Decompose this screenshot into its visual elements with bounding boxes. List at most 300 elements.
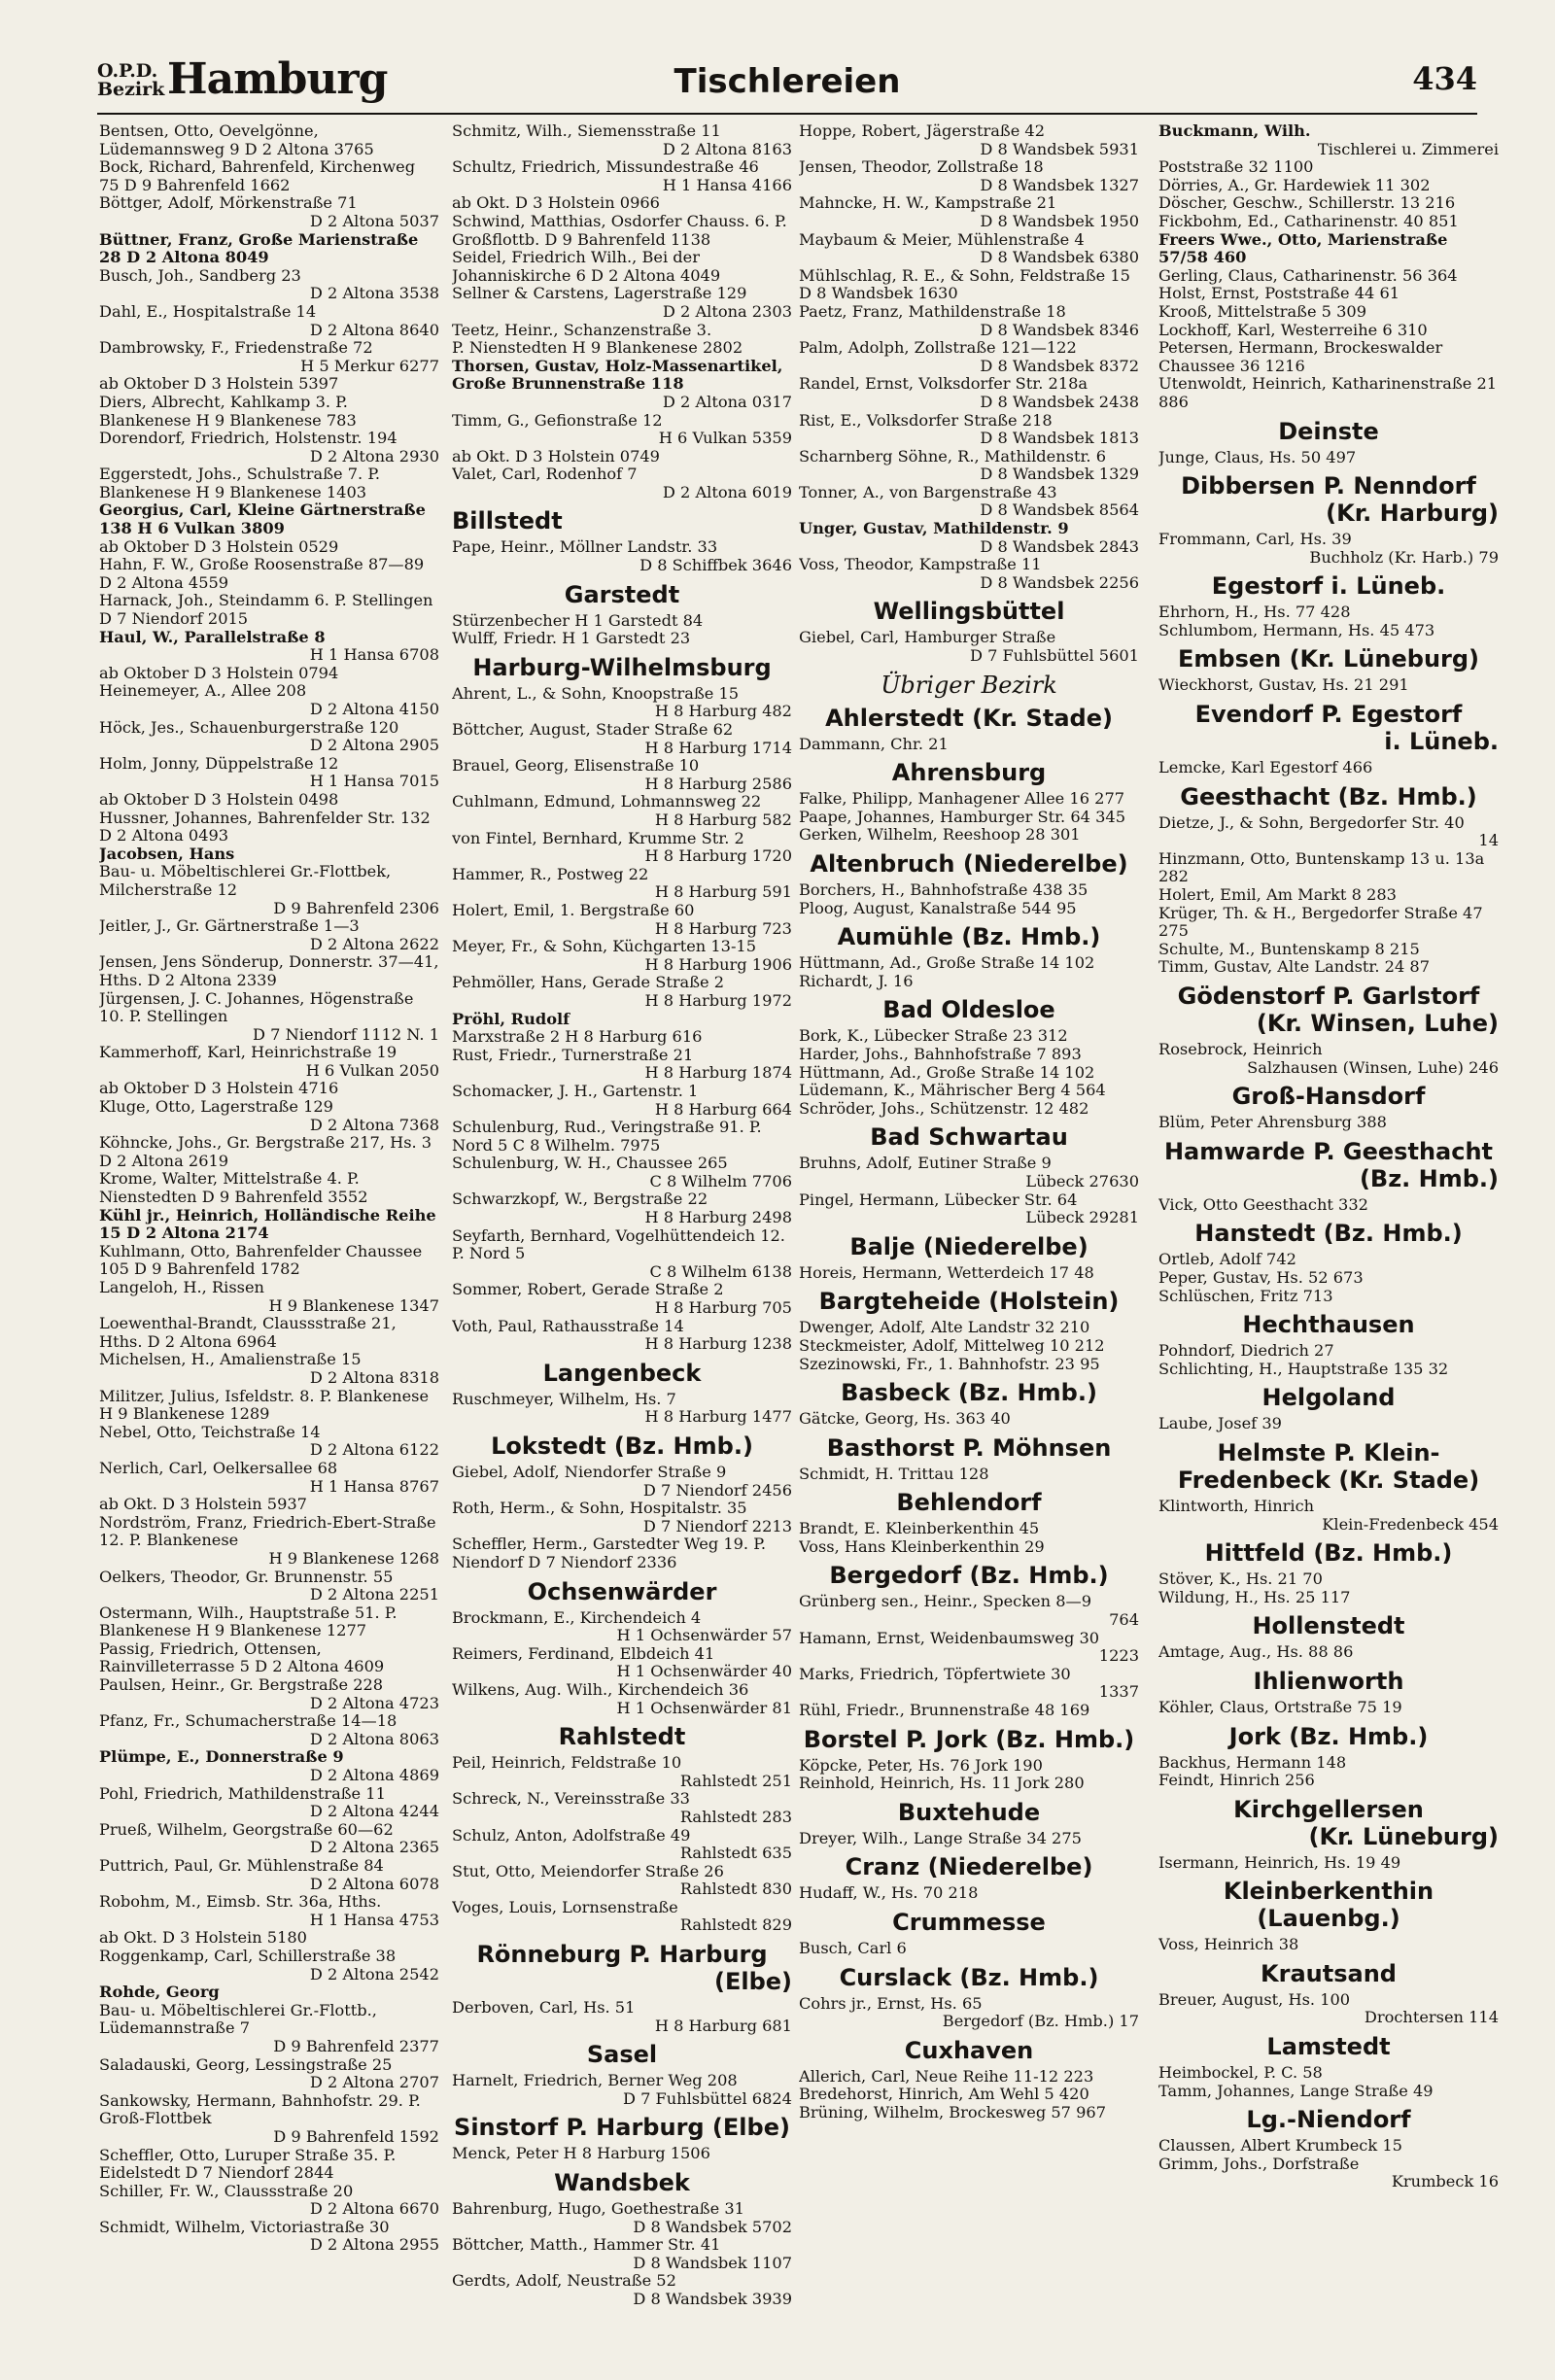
directory-entry: Schlüschen, Fritz 713 <box>1158 1286 1333 1305</box>
directory-entry: Gerdts, Adolf, Neustraße 52 <box>452 2271 676 2291</box>
directory-entry: von Fintel, Bernhard, Krumme Str. 2 <box>452 828 744 847</box>
place-heading: Behlendorf <box>896 1489 1042 1517</box>
phone-line: D 2 Altona 2930 <box>309 446 439 466</box>
directory-entry: Klintworth, Hinrich <box>1158 1496 1315 1515</box>
directory-entry: Bock, Richard, Bahrenfeld, Kirchenweg 75 D 9 Bahrenfeld 1662 <box>99 157 416 194</box>
directory-entry: Dahl, E., Hospitalstraße 14 <box>99 301 317 321</box>
directory-entry: Schmitz, Wilh., Siemensstraße 11 <box>452 122 721 140</box>
directory-entry: ab Okt. D 3 Holstein 5180 <box>99 1928 307 1948</box>
phone-line: D 2 Altona 5037 <box>309 211 439 230</box>
directory-entry: Saladauski, Georg, Lessingstraße 25 <box>99 2054 393 2074</box>
place-heading: Helgoland <box>1261 1384 1396 1412</box>
directory-entry: Jeitler, J., Gr. Gärtnerstraße 1—3 <box>99 916 360 936</box>
phone-line: D 7 Fuhlsbüttel 5601 <box>969 646 1139 666</box>
place-heading-cont: (Kr. Winsen, Luhe) <box>1256 1010 1499 1037</box>
directory-entry: Bork, K., Lübecker Straße 23 312 <box>799 1026 1068 1046</box>
directory-entry: Schulenburg, W. H., Chaussee 265 <box>452 1154 728 1173</box>
directory-entry: Busch, Joh., Sandberg 23 <box>99 265 301 285</box>
phone-line: H 8 Harburg 1720 <box>644 846 792 866</box>
directory-entry: Hamann, Ernst, Weidenbaumsweg 30 <box>799 1628 1100 1647</box>
place-heading: Crummesse <box>892 1909 1046 1936</box>
directory-entry: Pehmöller, Hans, Gerade Straße 2 <box>452 973 725 992</box>
place-heading: Gödenstorf P. Garlstorf <box>1177 983 1480 1010</box>
place-heading: Curslack (Bz. Hmb.) <box>839 1963 1099 1991</box>
directory-entry: ab Okt. D 3 Holstein 5937 <box>99 1495 307 1514</box>
place-heading-cont: (Kr. Lüneburg) <box>1308 1822 1499 1850</box>
phone-line: 764 <box>1109 1610 1139 1630</box>
directory-entry: Lockhoff, Karl, Westerreihe 6 310 <box>1158 320 1428 339</box>
phone-line: D 8 Wandsbek 6380 <box>980 248 1139 267</box>
directory-entry: Thorsen, Gustav, Holz-Massenartikel, Große Brunnenstraße 118 <box>452 356 783 394</box>
directory-entry: Backhus, Hermann 148 <box>1158 1752 1347 1772</box>
directory-entry: Nerlich, Carl, Oelkersallee 68 <box>99 1458 338 1477</box>
directory-entry: Scharnberg Söhne, R., Mathildenstr. 6 <box>799 446 1107 466</box>
directory-entry: Hoppe, Robert, Jägerstraße 42 <box>799 122 1046 140</box>
place-heading: Ihlienworth <box>1253 1667 1404 1695</box>
directory-entry: Nordström, Franz, Friedrich-Ebert-Straße 12. P. Blankenese <box>99 1512 436 1550</box>
place-heading: Rahlstedt <box>558 1723 686 1751</box>
directory-entry: Stöver, K., Hs. 21 70 <box>1158 1569 1323 1589</box>
directory-entry: Hüttmann, Ad., Große Straße 14 102 <box>799 953 1095 973</box>
phone-line: H 1 Hansa 7015 <box>309 772 439 791</box>
phone-line: C 8 Wilhelm 7706 <box>649 1171 792 1190</box>
phone-line: D 9 Bahrenfeld 1592 <box>273 2126 439 2146</box>
phone-line: Klein-Fredenbeck 454 <box>1322 1514 1499 1534</box>
directory-entry: Schreck, N., Vereinsstraße 33 <box>452 1789 690 1809</box>
directory-entry: Frommann, Carl, Hs. 39 <box>1158 530 1352 549</box>
directory-entry: Peper, Gustav, Hs. 52 673 <box>1158 1267 1364 1287</box>
phone-line: D 2 Altona 2542 <box>309 1964 439 1983</box>
directory-entry: Roth, Herm., & Sohn, Hospitalstr. 35 <box>452 1499 747 1518</box>
directory-entry: Borchers, H., Bahnhofstraße 438 35 <box>799 880 1088 899</box>
directory-entry: Dorendorf, Friedrich, Holstenstr. 194 <box>99 429 397 448</box>
directory-entry: Plümpe, E., Donnerstraße 9 <box>99 1747 344 1767</box>
directory-entry: Scheffler, Otto, Luruper Straße 35. P. Eidelstedt D 7 Niendorf 2844 <box>99 2145 397 2183</box>
phone-line: D 2 Altona 4723 <box>309 1693 439 1712</box>
directory-entry: Loewenthal-Brandt, Claussstraße 21, Hths. D 2 Altona 6964 <box>99 1314 397 1351</box>
place-heading-cont: (Bz. Hmb.) <box>1359 1164 1499 1192</box>
directory-entry: Sankowsky, Hermann, Bahnhofstr. 29. P. Groß-Flottbek <box>99 2090 421 2128</box>
directory-entry: Hahn, F. W., Große Roosenstraße 87—89 D 2 Altona 4559 <box>99 555 425 592</box>
place-heading-cont: (Kr. Harburg) <box>1326 500 1499 528</box>
phone-line: H 8 Harburg 664 <box>654 1099 792 1119</box>
directory-entry: Holert, Emil, 1. Bergstraße 60 <box>452 900 695 919</box>
directory-entry: Tamm, Johannes, Lange Straße 49 <box>1158 2081 1434 2100</box>
phone-line: H 8 Harburg 1874 <box>644 1063 792 1083</box>
directory-entry: Hammer, R., Postweg 22 <box>452 864 649 883</box>
directory-entry: Schlichting, H., Hauptstraße 135 32 <box>1158 1359 1449 1378</box>
phone-line: Buchholz (Kr. Harb.) 79 <box>1309 547 1499 567</box>
phone-line: H 9 Blankenese 1268 <box>268 1548 439 1568</box>
directory-entry: Sellner & Carstens, Lagerstraße 129 <box>452 284 747 303</box>
phone-line: D 8 Wandsbek 1107 <box>633 2253 792 2272</box>
directory-entry: Breuer, August, Hs. 100 <box>1158 1989 1351 2009</box>
place-heading: Hamwarde P. Geesthacht <box>1163 1137 1494 1165</box>
phone-line: H 1 Hansa 6708 <box>309 645 439 665</box>
phone-line: D 9 Bahrenfeld 2306 <box>273 898 439 917</box>
place-heading: Geesthacht (Bz. Hmb.) <box>1180 782 1477 811</box>
place-heading: Kleinberkenthin (Lauenbg.) <box>1223 1878 1434 1933</box>
directory-entry: Langeloh, H., Rissen <box>99 1278 264 1296</box>
phone-line: H 8 Harburg 1714 <box>644 738 792 757</box>
directory-entry: Bahrenburg, Hugo, Goethestraße 31 <box>452 2199 744 2219</box>
directory-entry: Meyer, Fr., & Sohn, Küchgarten 13-15 <box>452 937 757 956</box>
directory-entry: ab Oktober D 3 Holstein 0529 <box>99 536 339 556</box>
phone-line: Rahlstedt 635 <box>679 1844 792 1863</box>
directory-entry: Palm, Adolph, Zollstraße 121—122 <box>799 338 1077 358</box>
directory-entry: Brüning, Wilhelm, Brockesweg 57 967 <box>799 2102 1106 2121</box>
phone-line: H 8 Harburg 591 <box>654 882 792 902</box>
place-heading: Basthorst P. Möhnsen <box>826 1433 1112 1462</box>
directory-entry: Brockmann, E., Kirchendeich 4 <box>452 1607 702 1627</box>
directory-entry: Bau- u. Möbeltischlerei Gr.-Flottbek, Milcherstraße 12 <box>99 862 392 899</box>
phone-line: D 2 Altona 8640 <box>309 320 439 339</box>
phone-line: D 2 Altona 6122 <box>309 1440 439 1460</box>
bezirk-text: Bezirk <box>97 79 165 100</box>
directory-entry: Ahrent, L., & Sohn, Knoopstraße 15 <box>452 683 740 703</box>
phone-line: C 8 Wilhelm 6138 <box>649 1261 792 1281</box>
phone-line: D 2 Altona 2303 <box>662 301 792 321</box>
directory-entry: Timm, G., Gefionstraße 12 <box>452 410 663 430</box>
place-heading: Ahlerstedt (Kr. Stade) <box>825 704 1113 732</box>
directory-entry: Hudaff, W., Hs. 70 218 <box>799 1883 979 1903</box>
phone-line: H 8 Harburg 1972 <box>644 990 792 1010</box>
place-heading: Bad Schwartau <box>870 1123 1068 1152</box>
directory-entry: Schwind, Matthias, Osdorfer Chauss. 6. P. Großflottb. D 9 Bahrenfeld 1138 <box>452 211 787 249</box>
phone-line: Rahlstedt 251 <box>679 1771 792 1790</box>
header-rule <box>97 113 1477 115</box>
directory-entry: Reinhold, Heinrich, Hs. 11 Jork 280 <box>799 1774 1085 1793</box>
directory-entry: Georgius, Carl, Kleine Gärtnerstraße 138 H 6 Vulkan 3809 <box>99 500 426 538</box>
directory-entry: Schomacker, J. H., Gartenstr. 1 <box>452 1081 699 1100</box>
phone-line: D 8 Schiffbek 3646 <box>639 556 792 575</box>
directory-entry: Brauel, Georg, Elisenstraße 10 <box>452 756 700 776</box>
phone-line: H 6 Vulkan 5359 <box>658 429 792 448</box>
directory-entry: Laube, Josef 39 <box>1158 1414 1282 1433</box>
place-heading: Altenbruch (Niederelbe) <box>810 850 1128 878</box>
phone-line: D 2 Altona 4869 <box>309 1766 439 1785</box>
directory-entry: ab Oktober D 3 Holstein 4716 <box>99 1079 339 1098</box>
phone-line: D 2 Altona 6670 <box>309 2199 439 2219</box>
phone-line: D 8 Wandsbek 1327 <box>980 175 1139 194</box>
directory-entry: Roggenkamp, Carl, Schillerstraße 38 <box>99 1946 397 1965</box>
phone-line: D 8 Wandsbek 5931 <box>980 139 1139 158</box>
directory-entry: Hinzmann, Otto, Buntenskamp 13 u. 13a 282 <box>1158 848 1485 886</box>
directory-entry: Ruschmeyer, Wilhelm, Hs. 7 <box>452 1389 676 1408</box>
phone-line: Tischlerei u. Zimmerei <box>1317 139 1499 158</box>
place-heading: Helmste P. Klein-Fredenbeck (Kr. Stade) <box>1177 1438 1480 1494</box>
directory-entry: Lüdemann, K., Mährischer Berg 4 564 <box>799 1081 1106 1100</box>
place-heading: Basbeck (Bz. Hmb.) <box>841 1379 1097 1407</box>
directory-entry: Fickbohm, Ed., Catharinenstr. 40 851 <box>1158 211 1459 230</box>
directory-entry: Büttner, Franz, Große Marienstraße 28 D 2 Altona 8049 <box>99 229 419 267</box>
directory-entry: Buckmann, Wilh. <box>1158 122 1311 140</box>
directory-entry: Dambrowsky, F., Friedenstraße 72 <box>99 338 373 358</box>
phone-line: D 8 Wandsbek 1813 <box>980 429 1139 448</box>
place-heading: Lamstedt <box>1266 2033 1391 2061</box>
place-heading: Harburg-Wilhelmsburg <box>472 653 772 681</box>
phone-line: D 2 Altona 3538 <box>309 284 439 303</box>
directory-entry: Schulte, M., Buntenskamp 8 215 <box>1158 939 1420 958</box>
place-heading: Hollenstedt <box>1252 1612 1405 1640</box>
phone-line: H 1 Ochsenwärder 57 <box>616 1626 792 1645</box>
directory-entry: Voss, Hans Kleinberkenthin 29 <box>799 1536 1045 1556</box>
place-heading: Lg.-Niendorf <box>1246 2106 1411 2134</box>
directory-entry: Hussner, Johannes, Bahrenfelder Str. 132 D 2 Altona 0493 <box>99 808 431 845</box>
directory-entry: ab Oktober D 3 Holstein 0794 <box>99 663 339 682</box>
phone-line: D 8 Wandsbek 5702 <box>633 2217 792 2236</box>
directory-entry: Schmidt, H. Trittau 128 <box>799 1464 989 1483</box>
directory-entry: Puttrich, Paul, Gr. Mühlenstraße 84 <box>99 1856 384 1875</box>
phone-line: Rahlstedt 830 <box>679 1880 792 1899</box>
phone-line: D 9 Bahrenfeld 2377 <box>273 2036 439 2055</box>
phone-line: D 2 Altona 7368 <box>309 1115 439 1134</box>
directory-entry: Peil, Heinrich, Feldstraße 10 <box>452 1753 682 1773</box>
directory-entry: Schiller, Fr. W., Claussstraße 20 <box>99 2181 354 2200</box>
phone-line: H 1 Hansa 8767 <box>309 1476 439 1496</box>
phone-line: D 7 Fuhlsbüttel 6824 <box>622 2088 792 2108</box>
directory-entry: Ostermann, Wilh., Hauptstraße 51. P. Blankenese H 9 Blankenese 1277 <box>99 1603 397 1640</box>
directory-entry: Richardt, J. 16 <box>799 971 914 990</box>
phone-line: H 1 Hansa 4166 <box>662 175 792 194</box>
phone-line: D 8 Wandsbek 2256 <box>980 572 1139 592</box>
directory-entry: Ehrhorn, H., Hs. 77 428 <box>1158 603 1351 622</box>
phone-line: D 7 Niendorf 1112 N. 1 <box>253 1024 439 1044</box>
column-2 <box>452 122 792 2358</box>
directory-entry: Amtage, Aug., Hs. 88 86 <box>1158 1642 1354 1662</box>
directory-entry: Voss, Theodor, Kampstraße 11 <box>799 555 1042 574</box>
directory-entry: Rühl, Friedr., Brunnenstraße 48 169 <box>799 1701 1090 1720</box>
phone-line: D 8 Wandsbek 8372 <box>980 356 1139 375</box>
directory-entry: Heinemeyer, A., Allee 208 <box>99 681 307 701</box>
directory-entry: Szezinowski, Fr., 1. Bahnhofstr. 23 95 <box>799 1354 1100 1373</box>
place-heading: Balje (Niederelbe) <box>849 1232 1088 1260</box>
directory-entry: Bredehorst, Hinrich, Am Wehl 5 420 <box>799 2085 1089 2104</box>
directory-entry: Seidel, Friedrich Wilh., Bei der Johanniskirche 6 D 2 Altona 4049 <box>452 248 721 285</box>
place-heading: Lokstedt (Bz. Hmb.) <box>491 1432 753 1460</box>
directory-entry: Schlumbom, Hermann, Hs. 45 473 <box>1158 620 1435 639</box>
place-heading: Hittfeld (Bz. Hmb.) <box>1204 1539 1453 1568</box>
directory-entry: Militzer, Julius, Isfeldstr. 8. P. Blankenese H 9 Blankenese 1289 <box>99 1386 430 1424</box>
place-heading: Egestorf i. Lüneb. <box>1211 572 1446 601</box>
directory-entry: Steckmeister, Adolf, Mittelweg 10 212 <box>799 1335 1105 1355</box>
directory-entry: Lemcke, Karl Egestorf 466 <box>1158 758 1373 777</box>
phone-line: H 8 Harburg 681 <box>654 2016 792 2035</box>
place-heading: Langenbeck <box>542 1359 702 1387</box>
directory-entry: Paulsen, Heinr., Gr. Bergstraße 228 <box>99 1675 384 1695</box>
directory-entry: Pohl, Friedrich, Mathildenstraße 11 <box>99 1783 386 1803</box>
directory-entry: Wilkens, Aug. Wilh., Kirchendeich 36 <box>452 1679 749 1699</box>
directory-entry: Robohm, M., Eimsb. Str. 36a, Hths. <box>99 1892 382 1912</box>
place-heading: Evendorf P. Egestorf <box>1194 701 1463 729</box>
phone-line: Lübeck 27630 <box>1025 1171 1139 1190</box>
directory-entry: Timm, Gustav, Alte Landstr. 24 87 <box>1158 957 1430 977</box>
directory-entry: Heimbockel, P. C. 58 <box>1158 2063 1323 2083</box>
directory-entry: Schröder, Johs., Schützenstr. 12 482 <box>799 1098 1089 1118</box>
phone-line: Rahlstedt 829 <box>679 1915 792 1935</box>
place-heading: Borstel P. Jork (Bz. Hmb.) <box>803 1725 1135 1753</box>
directory-entry: Krooß, Mittelstraße 5 309 <box>1158 301 1367 321</box>
directory-entry: Köhncke, Johs., Gr. Bergstraße 217, Hs. 3 D 2 Altona 2619 <box>99 1133 432 1170</box>
directory-entry: Horeis, Hermann, Wetterdeich 17 48 <box>799 1262 1094 1282</box>
directory-entry: Bentsen, Otto, Oevelgönne, Lüdemannsweg 9 D 2 Altona 3765 <box>99 122 374 158</box>
directory-entry: Krome, Walter, Mittelstraße 4. P. Nienstedten D 9 Bahrenfeld 3552 <box>99 1169 368 1207</box>
directory-entry: Paetz, Franz, Mathildenstraße 18 <box>799 301 1066 321</box>
phone-line: 1337 <box>1098 1682 1139 1702</box>
directory-entry: Harnelt, Friedrich, Berner Weg 208 <box>452 2071 738 2090</box>
place-heading: Wellingsbüttel <box>873 598 1065 626</box>
place-heading: Cranz (Niederelbe) <box>845 1853 1093 1881</box>
place-heading: Kirchgellersen <box>1233 1795 1424 1823</box>
directory-entry: Schulz, Anton, Adolfstraße 49 <box>452 1825 691 1845</box>
directory-entry: Sommer, Robert, Gerade Straße 2 <box>452 1280 724 1299</box>
phone-line: 1223 <box>1098 1646 1139 1666</box>
place-heading: Bad Oldesloe <box>882 996 1055 1024</box>
directory-entry: Busch, Carl 6 <box>799 1939 907 1957</box>
phone-line: D 2 Altona 6019 <box>662 482 792 501</box>
directory-entry: Teetz, Heinr., Schanzenstraße 3. <box>452 320 712 339</box>
phone-line: D 8 Wandsbek 1329 <box>980 465 1139 484</box>
phone-line: D 2 Altona 8163 <box>662 139 792 158</box>
section-heading: Übriger Bezirk <box>881 671 1057 699</box>
directory-entry: Unger, Gustav, Mathildenstr. 9 <box>799 519 1069 538</box>
phone-line: D 2 Altona 8318 <box>309 1367 439 1387</box>
page-number: 434 <box>1412 60 1477 97</box>
phone-line: D 2 Altona 8063 <box>309 1729 439 1748</box>
column-4 <box>1158 122 1499 2358</box>
directory-entry: Gerken, Wilhelm, Reeshoop 28 301 <box>799 825 1081 845</box>
directory-entry: Marks, Friedrich, Töpfertwiete 30 <box>799 1664 1071 1683</box>
phone-line: H 6 Vulkan 2050 <box>305 1060 439 1080</box>
directory-entry: Voss, Heinrich 38 <box>1158 1935 1299 1954</box>
phone-line: D 2 Altona 2251 <box>309 1585 439 1604</box>
phone-line: D 2 Altona 4150 <box>309 700 439 718</box>
place-heading: Aumühle (Bz. Hmb.) <box>837 923 1101 951</box>
phone-line: D 2 Altona 2365 <box>309 1838 439 1857</box>
directory-entry: Michelsen, H., Amalienstraße 15 <box>99 1350 362 1369</box>
phone-line: D 8 Wandsbek 2843 <box>980 536 1139 556</box>
directory-entry: Paape, Johannes, Hamburger Str. 64 345 <box>799 807 1125 826</box>
phone-line: Bergedorf (Bz. Hmb.) 17 <box>942 2012 1139 2031</box>
phone-line: Salzhausen (Winsen, Luhe) 246 <box>1247 1057 1499 1077</box>
phone-line: H 9 Blankenese 1347 <box>268 1295 439 1315</box>
directory-entry: Ploog, August, Kanalstraße 544 95 <box>799 898 1077 917</box>
directory-entry: Pröhl, Rudolf <box>452 1009 570 1028</box>
directory-entry: Jürgensen, J. C. Johannes, Högenstraße 10. P. Stellingen <box>99 988 414 1026</box>
place-heading: Hechthausen <box>1242 1311 1415 1339</box>
directory-entry: Kluge, Otto, Lagerstraße 129 <box>99 1097 333 1117</box>
directory-entry: Prueß, Wilhelm, Georgstraße 60—62 <box>99 1819 394 1839</box>
phone-line: D 2 Altona 2955 <box>309 2235 439 2255</box>
directory-entry: Pape, Heinr., Möllner Landstr. 33 <box>452 537 718 557</box>
directory-entry: Höck, Jes., Schauenburgerstraße 120 <box>99 717 399 737</box>
directory-entry: Stut, Otto, Meiendorfer Straße 26 <box>452 1861 724 1880</box>
phone-line: H 5 Merkur 6277 <box>300 356 439 375</box>
phone-line: H 8 Harburg 1906 <box>644 954 792 974</box>
phone-line: Rahlstedt 283 <box>679 1807 792 1826</box>
directory-entry: Bruhns, Adolf, Eutiner Straße 9 <box>799 1154 1052 1173</box>
place-heading: Krautsand <box>1261 1959 1397 1987</box>
directory-entry: Böttcher, August, Stader Straße 62 <box>452 720 734 740</box>
directory-entry: Petersen, Hermann, Brockeswalder Chaussee 36 1216 <box>1158 338 1443 375</box>
phone-line: D 2 Altona 0317 <box>662 392 792 411</box>
directory-entry: Randel, Ernst, Volksdorfer Str. 218a <box>799 374 1088 394</box>
place-heading: Jork (Bz. Hmb.) <box>1228 1722 1429 1750</box>
directory-entry: Holm, Jonny, Düppelstraße 12 <box>99 753 339 773</box>
directory-entry: Claussen, Albert Krumbeck 15 <box>1158 2136 1402 2156</box>
directory-entry: Harder, Johs., Bahnhofstraße 7 893 <box>799 1044 1082 1063</box>
directory-entry: Kühl jr., Heinrich, Holländische Reihe 15 D 2 Altona 2174 <box>99 1205 436 1243</box>
directory-entry: Scheffler, Herm., Garstedter Weg 19. P. Niendorf D 7 Niendorf 2336 <box>452 1535 766 1571</box>
place-heading: Garstedt <box>564 580 680 608</box>
directory-entry: Harnack, Joh., Steindamm 6. P. Stellingen D 7 Niendorf 2015 <box>99 591 433 629</box>
directory-entry: Wildung, H., Hs. 25 117 <box>1158 1587 1351 1606</box>
phone-line: D 8 Wandsbek 2438 <box>980 392 1139 411</box>
phone-line: H 8 Harburg 705 <box>654 1298 792 1318</box>
phone-line: H 8 Harburg 2498 <box>644 1208 792 1227</box>
directory-entry: Schulenburg, Rud., Veringstraße 91. P. Nord 5 C 8 Wilhelm. 7975 <box>452 1118 762 1155</box>
directory-entry: Voth, Paul, Rathausstraße 14 <box>452 1316 684 1335</box>
opd-text: O.P.D. <box>97 60 158 82</box>
directory-entry: Diers, Albrecht, Kahlkamp 3. P. Blankenese H 9 Blankenese 783 <box>99 392 357 430</box>
directory-entry: Reimers, Ferdinand, Elbdeich 41 <box>452 1643 715 1663</box>
directory-entry: Wieckhorst, Gustav, Hs. 21 291 <box>1158 675 1409 695</box>
place-heading: Bargteheide (Holstein) <box>818 1288 1120 1316</box>
directory-entry: ab Oktober D 3 Holstein 0498 <box>99 789 339 809</box>
phone-line: D 8 Wandsbek 1950 <box>980 211 1139 230</box>
phone-line: Drochtersen 114 <box>1364 2008 1499 2027</box>
place-heading: Deinste <box>1278 417 1379 445</box>
directory-entry: ab Okt. D 3 Holstein 0749 <box>452 446 660 466</box>
directory-entry: Giebel, Carl, Hamburger Straße <box>799 628 1056 647</box>
directory-entry: Falke, Philipp, Manhagener Allee 16 277 <box>799 789 1125 809</box>
directory-entry: Feindt, Hinrich 256 <box>1158 1771 1315 1790</box>
directory-entry: Oelkers, Theodor, Gr. Brunnenstr. 55 <box>99 1567 394 1586</box>
place-heading-cont: (Elbe) <box>713 1968 792 1996</box>
phone-line: D 8 Wandsbek 8564 <box>980 500 1139 520</box>
phone-line: H 8 Harburg 482 <box>654 702 792 721</box>
page-header <box>97 56 1477 115</box>
directory-entry: Pohndorf, Diedrich 27 <box>1158 1341 1334 1361</box>
directory-entry: Kammerhoff, Karl, Heinrichstraße 19 <box>99 1043 397 1062</box>
category-title: Tischlereien <box>674 62 901 101</box>
directory-entry: Voges, Louis, Lornsenstraße <box>452 1897 678 1916</box>
place-heading: Wandsbek <box>554 2169 690 2197</box>
directory-entry: Dreyer, Wilh., Lange Straße 34 275 <box>799 1828 1082 1847</box>
directory-entry: Junge, Claus, Hs. 50 497 <box>1158 447 1357 466</box>
place-heading: Embsen (Kr. Lüneburg) <box>1177 645 1480 673</box>
phone-line: H 8 Harburg 2586 <box>644 774 792 793</box>
directory-entry: Grünberg sen., Heinr., Specken 8—9 <box>799 1592 1091 1611</box>
phone-line: H 8 Harburg 1238 <box>644 1334 792 1354</box>
phone-line: 14 <box>1478 831 1499 850</box>
phone-line: D 2 Altona 2622 <box>309 934 439 953</box>
place-heading: Cuxhaven <box>904 2036 1034 2064</box>
directory-entry: ab Okt. D 3 Holstein 0966 <box>452 193 660 213</box>
directory-entry: Bau- u. Möbeltischlerei Gr.-Flottb., Lüdemannstraße 7 <box>99 2000 377 2038</box>
directory-entry: Blüm, Peter Ahrensburg 388 <box>1158 1113 1387 1132</box>
place-heading: Sasel <box>586 2041 658 2069</box>
directory-entry: Marxstraße 2 H 8 Harburg 616 <box>452 1027 703 1047</box>
phone-line: D 2 Altona 2707 <box>309 2073 439 2092</box>
directory-entry: Rist, E., Volksdorfer Straße 218 <box>799 410 1053 430</box>
phone-line: Krumbeck 16 <box>1391 2172 1499 2191</box>
phone-line: D 2 Altona 6078 <box>309 1874 439 1893</box>
directory-entry: Rohde, Georg <box>99 1983 220 2002</box>
directory-entry: Pfanz, Fr., Schumacherstraße 14—18 <box>99 1711 397 1731</box>
directory-entry: Passig, Friedrich, Ottensen, Rainvilleterrasse 5 D 2 Altona 4609 <box>99 1638 385 1676</box>
directory-entry: Pingel, Hermann, Lübecker Str. 64 <box>799 1190 1078 1209</box>
